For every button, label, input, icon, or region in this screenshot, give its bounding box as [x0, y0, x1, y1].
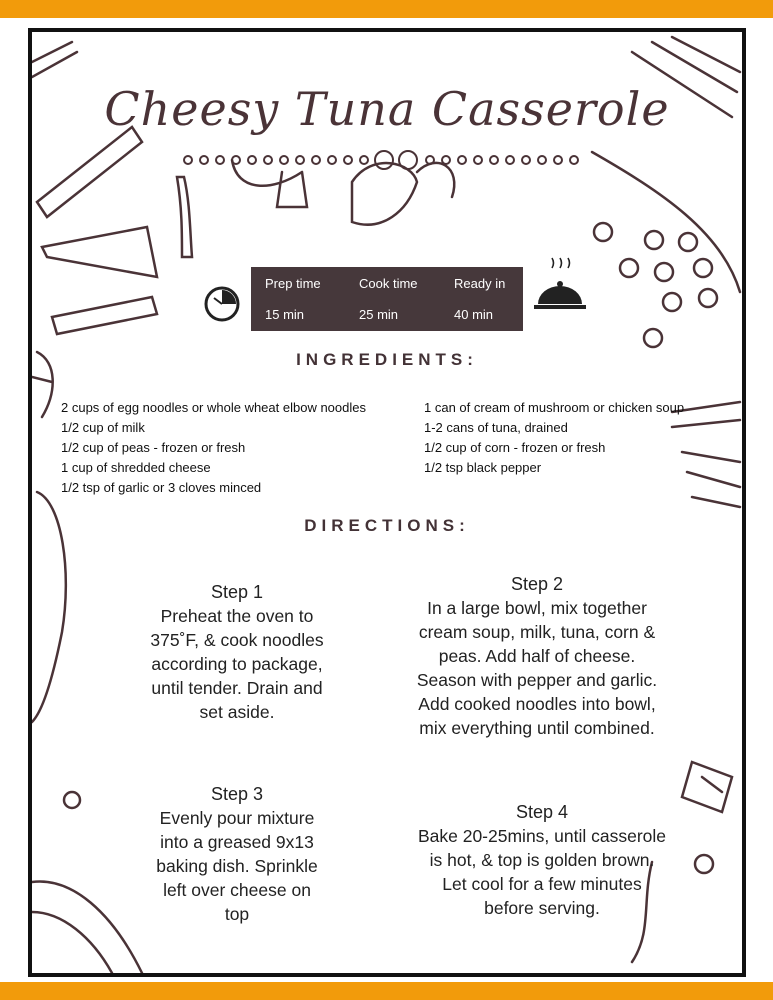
step-line: Season with pepper and garlic. — [416, 670, 658, 690]
step-line: into a greased 9x13 — [160, 832, 314, 852]
step-1 — [122, 580, 352, 724]
ingredient-item: 1/2 cup of corn - frozen or fresh — [424, 440, 606, 455]
ingredient-item: 1/2 cup of milk — [61, 420, 145, 435]
step-line: Add cooked noodles into bowl, — [418, 694, 656, 714]
mushroom-sketch-left — [232, 160, 307, 207]
step-line: In a large bowl, mix together — [427, 598, 647, 618]
top-orange-band — [0, 0, 773, 18]
step-line: Preheat the oven to — [160, 606, 314, 626]
step-line: mix everything until combined. — [419, 718, 655, 738]
clock-icon — [206, 288, 238, 320]
step-line: baking dish. Sprinkle — [156, 856, 318, 876]
step-line: before serving. — [484, 898, 600, 918]
step-line: peas. Add half of cheese. — [438, 646, 636, 666]
ingredient-item: 1/2 tsp black pepper — [424, 460, 542, 475]
step-2 — [382, 572, 692, 740]
ingredient-item: 1-2 cans of tuna, drained — [424, 420, 568, 435]
ingredient-item: 1/2 tsp of garlic or 3 cloves minced — [61, 480, 262, 495]
penne-sketch-left-lower — [52, 297, 157, 334]
step-title: Step 2 — [510, 574, 564, 594]
ingredients-left-list — [61, 398, 366, 498]
prep-time-value: 15 min — [265, 307, 305, 322]
penne-sketch-vertical — [177, 177, 192, 257]
step-line: set aside. — [199, 702, 275, 722]
directions-heading: DIRECTIONS: — [304, 516, 470, 535]
noodle-curve-right — [592, 152, 740, 292]
ingredient-item: 1 cup of shredded cheese — [61, 460, 211, 475]
step-line: is hot, & top is golden brown. — [429, 850, 655, 870]
step-title: Step 3 — [210, 784, 264, 804]
cook-time-value: 25 min — [359, 307, 399, 322]
ingredient-item: 1/2 cup of peas - frozen or fresh — [61, 440, 246, 455]
step-line: according to package, — [151, 654, 323, 674]
step-line: Let cool for a few minutes — [442, 874, 642, 894]
step-title: Step 4 — [515, 802, 569, 822]
penne-sketch-top-left — [37, 127, 142, 217]
ingredient-item: 1 can of cream of mushroom or chicken soup — [424, 400, 685, 415]
time-summary-box — [251, 267, 523, 331]
step-title: Step 1 — [210, 582, 264, 602]
ingredients-heading: INGREDIENTS: — [296, 350, 478, 369]
bottom-orange-band — [0, 982, 773, 1000]
ready-time-label: Ready in — [454, 276, 506, 291]
cook-time-label: Cook time — [359, 276, 418, 291]
prep-time-label: Prep time — [265, 276, 321, 291]
step-4 — [392, 800, 692, 920]
mushroom-sketch-center — [352, 163, 417, 225]
step-line: Evenly pour mixture — [159, 808, 315, 828]
recipe-title: Cheesy Tuna Casserole — [104, 82, 670, 136]
step-line: until tender. Drain and — [151, 678, 323, 698]
penne-sketch-left-middle — [42, 227, 157, 277]
ingredient-item: 2 cups of egg noodles or whole wheat elbow noodles — [61, 400, 366, 415]
ready-time-value: 40 min — [454, 307, 494, 322]
recipe-card — [28, 28, 746, 977]
step-line: cream soup, milk, tuna, corn & — [418, 622, 656, 642]
serving-cloche-icon — [534, 258, 586, 309]
step-line: 375˚F, & cook noodles — [150, 630, 324, 650]
mushroom-sketch-right — [417, 163, 454, 197]
step-line: left over cheese on — [163, 880, 311, 900]
step-line: top — [224, 904, 250, 924]
step-3 — [132, 782, 342, 926]
ingredients-right-list — [424, 398, 684, 478]
pasta-sketch-top-left — [32, 42, 77, 77]
step-line: Bake 20-25mins, until casserole — [417, 826, 667, 846]
